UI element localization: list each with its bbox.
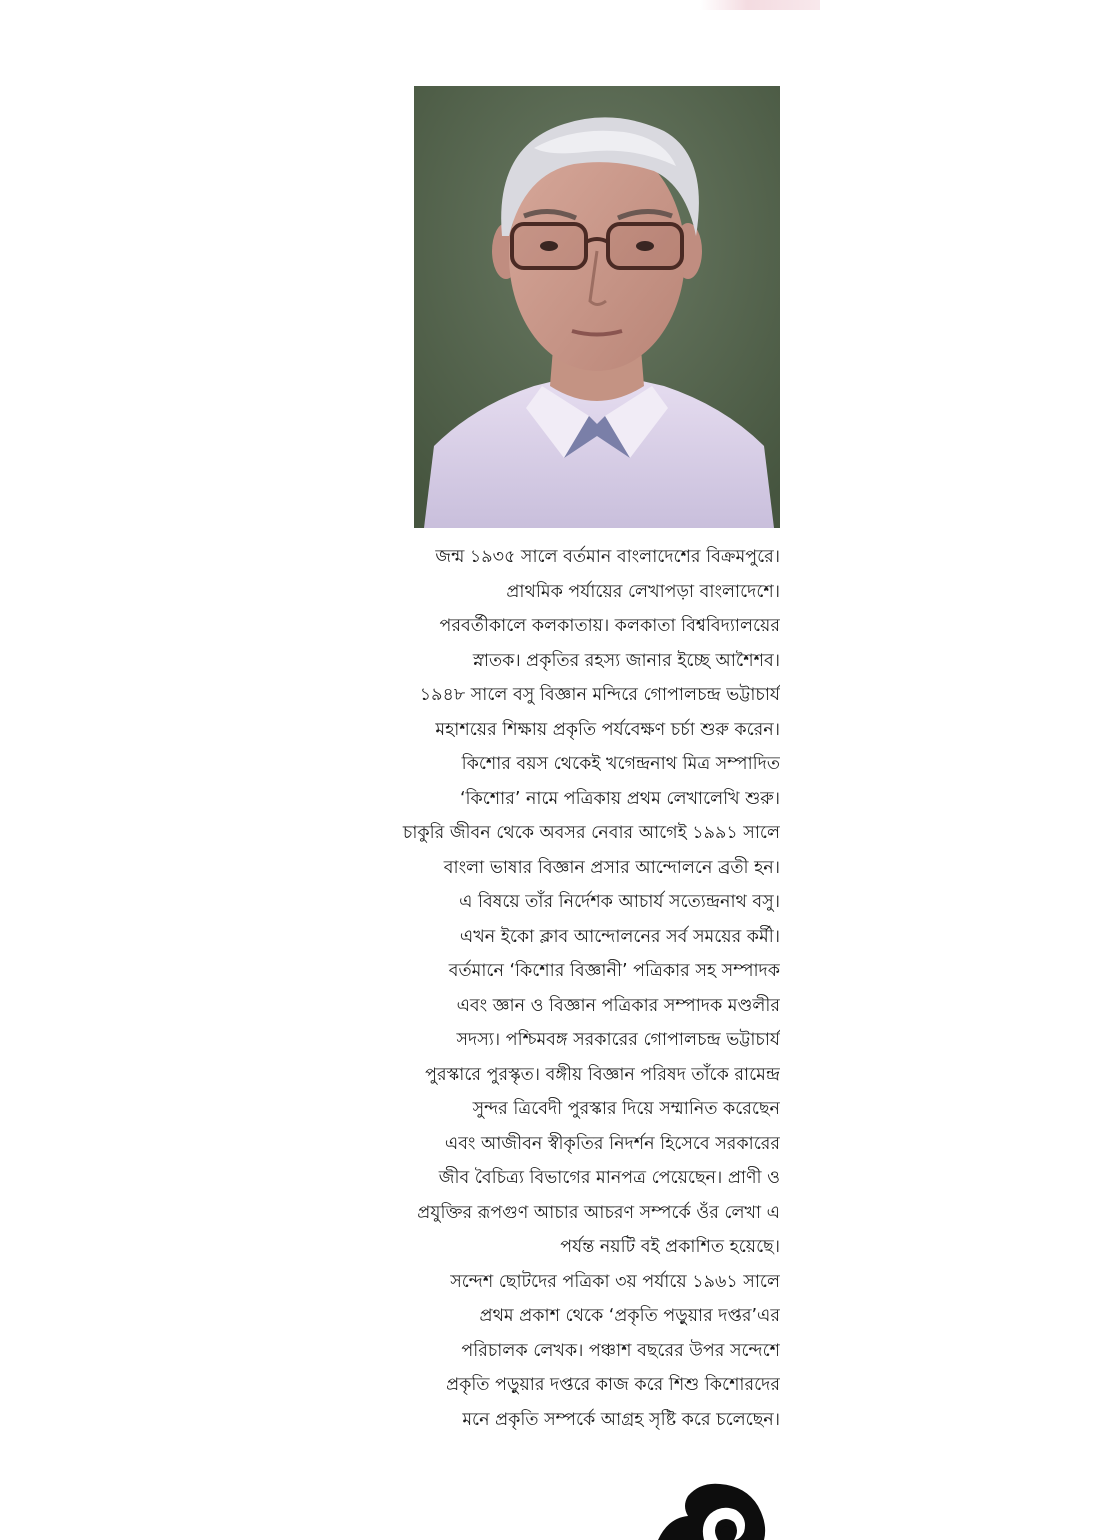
bio-line: স্নাতক। প্রকৃতির রহস্য জানার ইচ্ছে আশৈশব। [472,650,780,671]
bio-line: জীব বৈচিত্র্য বিভাগের মানপত্র পেয়েছেন। প্রাণী ও [438,1168,780,1188]
bio-line: মনে প্রকৃতি সম্পর্কে আগ্রহ সৃষ্টি করে চলেছেন। [462,1409,780,1430]
author-biography [380,540,780,1440]
publisher-logo-swirl-icon [648,1460,788,1540]
bio-line: বর্তমানে ‘কিশোর বিজ্ঞানী’ পত্রিকার সহ সম্পাদক [448,961,780,981]
bio-line: এ বিষয়ে তাঁর নির্দেশক আচার্য সত্যেন্দ্রনাথ বসু। [459,892,780,912]
bio-line: বাংলা ভাষার বিজ্ঞান প্রসার আন্দোলনে ব্রতী হন। [443,857,780,878]
bio-line: চাকুরি জীবন থেকে অবসর নেবার আগেই ১৯৯১ সালে [402,823,780,843]
bio-line: প্রকৃতি পড়ুয়ার দপ্তরে কাজ করে শিশু কিশোরদের [446,1375,780,1395]
author-portrait [414,86,780,528]
bio-line: পরিচালক লেখক। পঞ্চাশ বছরের উপর সন্দেশে [461,1340,780,1361]
bio-line: পরবর্তীকালে কলকাতায়। কলকাতা বিশ্ববিদ্যালয়ের [439,616,780,636]
bio-line: সদস্য। পশ্চিমবঙ্গ সরকারের গোপালচন্দ্র ভট্টাচার্য [456,1030,780,1050]
bio-line: এবং আজীবন স্বীকৃতির নিদর্শন হিসেবে সরকারের [444,1133,780,1154]
bio-line: প্রাথমিক পর্যায়ের লেখাপড়া বাংলাদেশে। [506,581,780,602]
bio-line: এবং জ্ঞান ও বিজ্ঞান পত্রিকার সম্পাদক মণ্ডলীর [456,995,780,1016]
bio-line: পর্যন্ত নয়টি বই প্রকাশিত হয়েছে। [560,1237,780,1257]
bio-line: প্রযুক্তির রূপগুণ আচার আচরণ সম্পর্কে ওঁর লেখা এ [417,1202,780,1223]
bio-line: পুরস্কারে পুরস্কৃত। বঙ্গীয় বিজ্ঞান পরিষদ তাঁকে রামেন্দ্র [425,1064,780,1085]
bio-line: সুন্দর ত্রিবেদী পুরস্কার দিয়ে সম্মানিত করেছেন [472,1099,780,1119]
page-edge-smudge [700,0,820,10]
bio-line: জন্ম ১৯৩৫ সালে বর্তমান বাংলাদেশের বিক্রমপুরে। [435,547,780,567]
author-portrait-image [414,86,780,528]
bio-line: ‘কিশোর’ নামে পত্রিকায় প্রথম লেখালেখি শুরু। [459,788,780,809]
bio-line: ১৯৪৮ সালে বসু বিজ্ঞান মন্দিরে গোপালচন্দ্র ভট্টাচার্য [419,685,780,705]
bio-line: মহাশয়ের শিক্ষায় প্রকৃতি পর্যবেক্ষণ চর্চা শুরু করেন। [435,719,780,740]
bio-line: সন্দেশ ছোটদের পত্রিকা ৩য় পর্যায়ে ১৯৬১ সালে [450,1271,780,1292]
bio-line: কিশোর বয়স থেকেই খগেন্দ্রনাথ মিত্র সম্পাদিত [461,754,780,774]
bio-line: প্রথম প্রকাশ থেকে ‘প্রকৃতি পড়ুয়ার দপ্তর’এর [479,1306,780,1326]
bio-line: এখন ইকো ক্লাব আন্দোলনের সর্ব সময়ের কর্মী। [459,926,780,947]
